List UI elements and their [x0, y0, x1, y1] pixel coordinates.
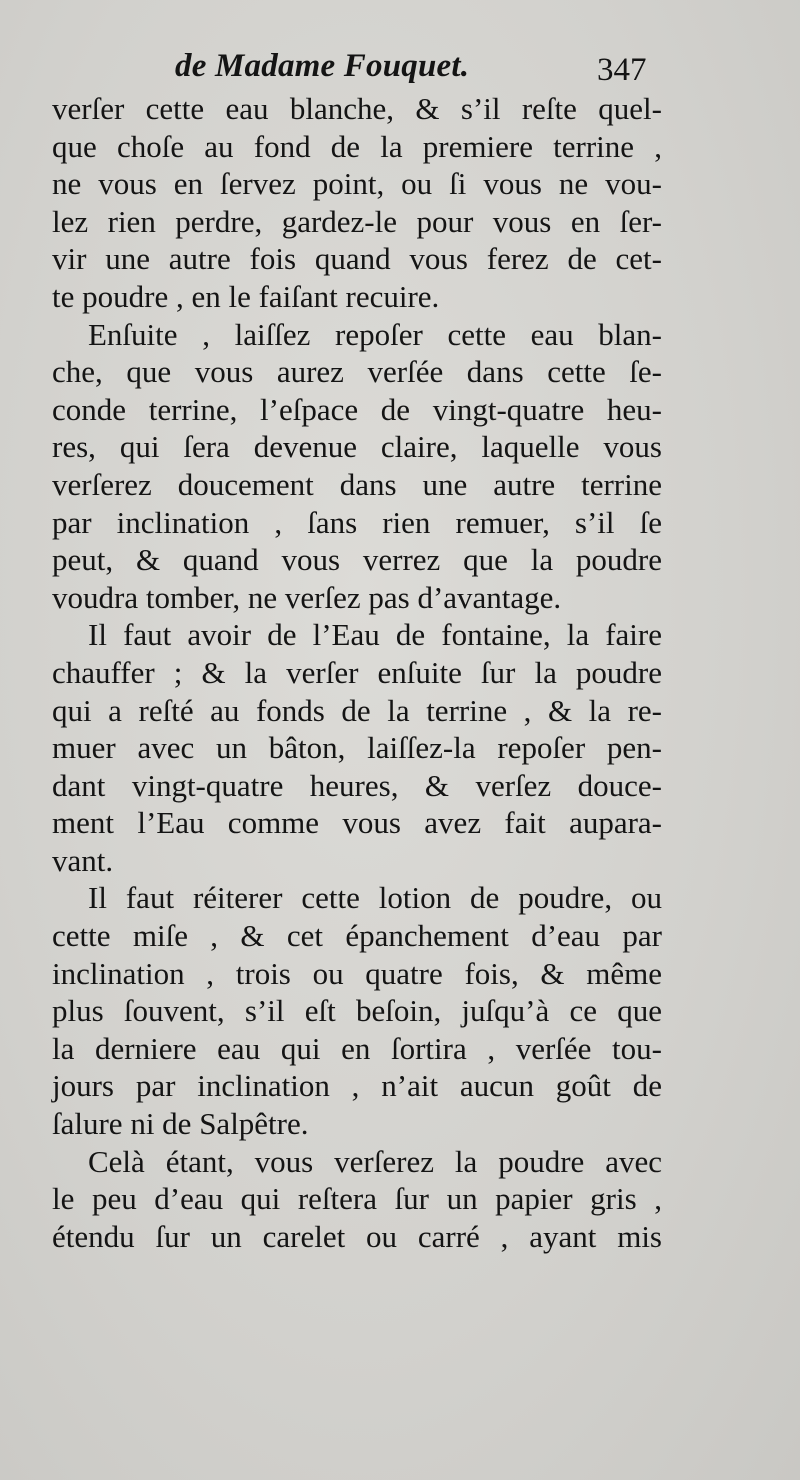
- body-text: [52, 90, 662, 1255]
- text-line: dant vingt-quatre heures, & verſez douce-: [52, 767, 662, 803]
- text-line: jours par inclination , n’ait aucun goût de: [52, 1068, 662, 1104]
- page-number: 347: [597, 52, 647, 88]
- text-line: peut, & quand vous verrez que la poudre: [52, 542, 662, 578]
- text-line: Enſuite , laiſſez repoſer cette eau blan-: [88, 316, 662, 352]
- text-line: voudra tomber, ne verſez pas d’avantage.: [52, 579, 562, 615]
- text-line: che, que vous aurez verſée dans cette ſe-: [52, 354, 662, 390]
- text-line: chauffer ; & la verſer enſuite ſur la poudre: [52, 654, 662, 690]
- text-line: par inclination , ſans rien remuer, s’il ſe: [52, 504, 662, 540]
- text-line: étendu ſur un carelet ou carré , ayant mis: [52, 1218, 662, 1254]
- text-line: verſer cette eau blanche, & s’il reſte quel-: [52, 91, 662, 126]
- text-line: verſerez doucement dans une autre terrine: [52, 466, 662, 502]
- text-line: vant.: [52, 842, 114, 878]
- text-line: lez rien perdre, gardez-le pour vous en ſer-: [52, 203, 662, 239]
- text-line: la derniere eau qui en ſortira , verſée tou-: [52, 1030, 662, 1066]
- text-line: te poudre , en le faiſant recuire.: [52, 278, 440, 314]
- text-line: ſalure ni de Salpêtre.: [52, 1106, 309, 1142]
- text-line: cette miſe , & cet épanchement d’eau par: [52, 918, 662, 954]
- text-line: Il faut réiterer cette lotion de poudre, ou: [88, 880, 662, 916]
- text-line: res, qui ſera devenue claire, laquelle vous: [52, 429, 662, 465]
- text-line: inclination , trois ou quatre fois, & même: [52, 955, 662, 991]
- text-line: le peu d’eau qui reſtera ſur un papier gris ,: [52, 1181, 662, 1217]
- text-line: qui a reſté au fonds de la terrine , & la re-: [52, 692, 662, 728]
- running-head: de Madame Fouquet.: [175, 48, 470, 84]
- text-line: Il faut avoir de l’Eau de fontaine, la faire: [88, 617, 662, 653]
- text-line: ne vous en ſervez point, ou ſi vous ne vou-: [52, 166, 662, 202]
- text-line: ment l’Eau comme vous avez fait aupara-: [52, 805, 662, 841]
- text-line: Celà étant, vous verſerez la poudre avec: [88, 1143, 662, 1179]
- text-line: muer avec un bâton, laiſſez-la repoſer pen-: [52, 730, 662, 766]
- text-line: plus ſouvent, s’il eſt beſoin, juſqu’à ce que: [52, 993, 662, 1029]
- text-line: conde terrine, l’eſpace de vingt-quatre heu-: [52, 391, 662, 427]
- text-line: vir une autre fois quand vous ferez de cet-: [52, 241, 662, 277]
- text-line: que choſe au fond de la premiere terrine ,: [52, 128, 662, 164]
